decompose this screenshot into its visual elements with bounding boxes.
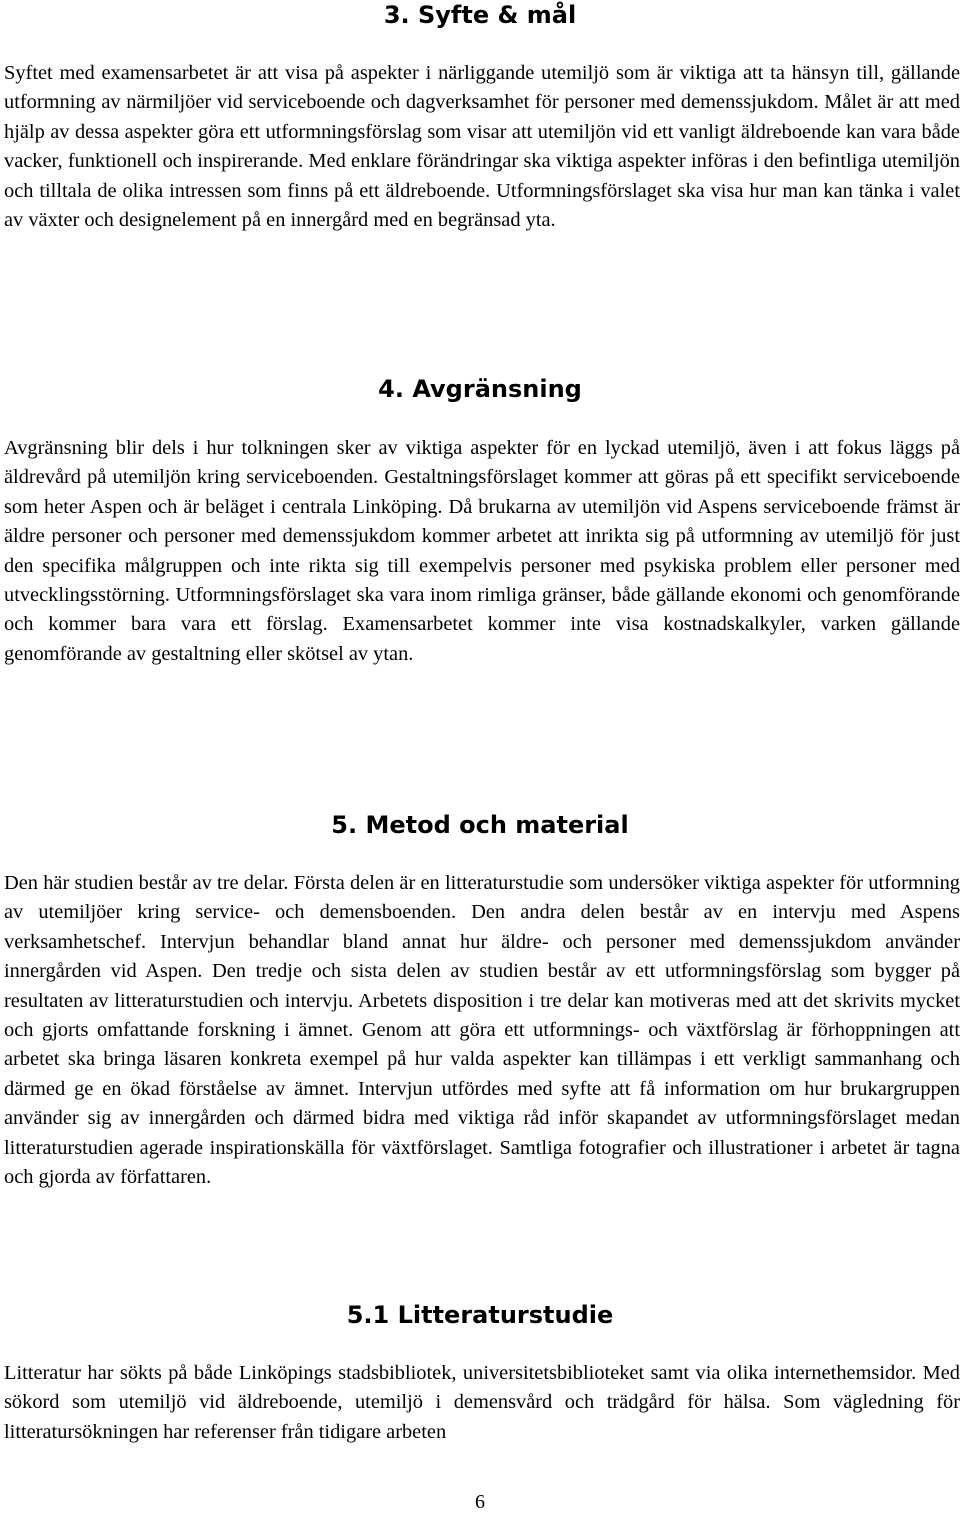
paragraph-syfte-mal: Syftet med examensarbetet är att visa på aspekter i närliggande utemiljö som är viktiga att ta hänsyn till, gällande utformning av närmiljöer vid serviceboende och dagverksamhet för personer med demenssjukdom. Målet är att med hjälp av dessa aspekter göra ett utformningsförslag som visar att utemiljön vid ett vanligt äldreboende kan vara både vacker, funktionell och inspirerande. Med enklare förändringar ska viktiga aspekter införas i den befintliga utemiljön och tilltala de olika intressen som finns på ett äldreboende. Utformningsförslaget ska visa hur man kan tänka i valet av växter och designelement på en innergård med en begränsad yta. bbox=[4, 62, 960, 232]
heading-metod-material: 5. Metod och material bbox=[331, 811, 629, 839]
page-number: 6 bbox=[475, 1491, 485, 1513]
heading-syfte-mal: 3. Syfte & mål bbox=[383, 1, 577, 29]
paragraph-litteraturstudie: Litteratur har sökts på både Linköpings stadsbibliotek, universitetsbiblioteket samt via olika internethemsidor. Med sökord som utemiljö vid äldreboende, utemiljö i demensvård och trädgård för hälsa. Som vägledning för litteratursökningen har referenser från tidigare arbeten bbox=[4, 1362, 960, 1443]
heading-litteraturstudie: 5.1 Litteraturstudie bbox=[346, 1301, 614, 1329]
paragraph-avgransning: Avgränsning blir dels i hur tolkningen sker av viktiga aspekter för en lyckad utemiljö, även i att fokus läggs på äldrevård på utemiljön kring serviceboenden. Gestaltningsförslaget kommer att göras på ett specifikt serviceboende som heter Aspen och är beläget i centrala Linköping. Då brukarna av utemiljön vid Aspens serviceboende främst är äldre personer och personer med demenssjukdom kommer arbetet att inrikta sig på utformning av utemiljö för just den specifika målgruppen och inte rikta sig till exempelvis personer med psykiska problem eller personer med utvecklingsstörning. Utformningsförslaget ska vara inom rimliga gränser, både gällande ekonomi och genomförande och kommer bara vara ett förslag. Examensarbetet kommer inte visa kostnadskalkyler, varken gällande genomförande av gestaltning eller skötsel av ytan. bbox=[4, 437, 960, 665]
paragraph-metod-material: Den här studien består av tre delar. Första delen är en litteraturstudie som undersöker viktiga aspekter för utformning av utemiljöer kring service- och demensboenden. Den andra delen består av en intervju med Aspens verksamhetschef. Intervjun behandlar bland annat hur äldre- och personer med demenssjukdom använder innergården vid Aspen. Den tredje och sista delen av studien består av ett utformningsförslag som bygger på resultaten av litteraturstudien och intervju. Arbetets disposition i tre delar kan motiveras med att det skrivits mycket och gjorts omfattande forskning i ämnet. Genom att göra ett utformnings- och växtförslag är förhoppningen att arbetet ska bringa läsaren konkreta exempel på hur valda aspekter kan tillämpas i ett verkligt sammanhang och därmed ge en ökad förståelse av ämnet. Intervjun utfördes med syfte att få information om hur brukargruppen använder sig av innergården och därmed bidra med viktiga råd inför skapandet av utformningsförslaget medan litteraturstudien agerade inspirationskälla för växtförslaget. Samtliga fotografier och illustrationer i arbetet är tagna och gjorda av författaren. bbox=[4, 872, 960, 1189]
heading-avgransning: 4. Avgränsning bbox=[378, 375, 582, 403]
